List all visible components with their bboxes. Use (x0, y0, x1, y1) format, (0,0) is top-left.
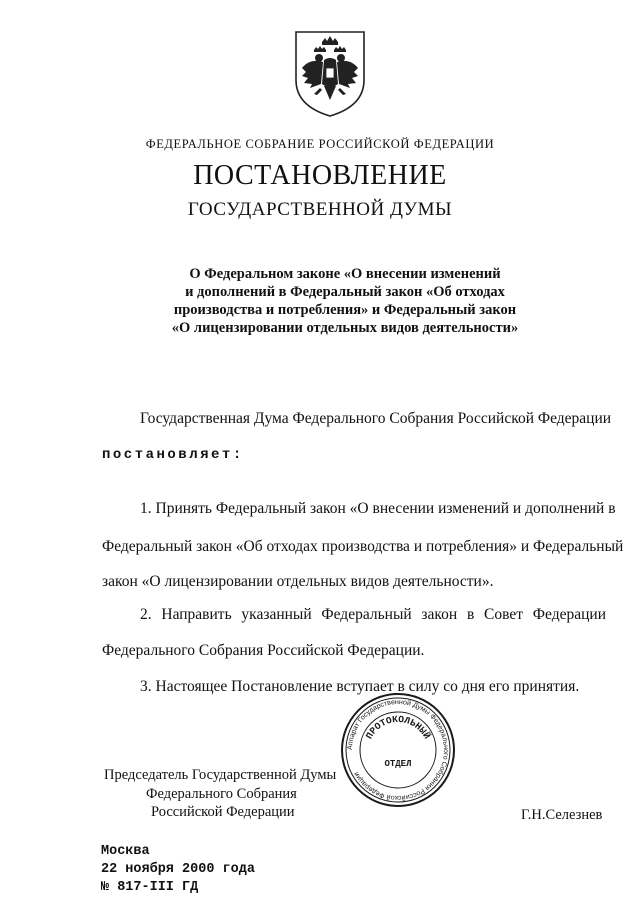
intro-paragraph: Государственная Дума Федерального Собрания Российской Федерации (140, 410, 612, 427)
protocol-department-stamp (338, 690, 458, 810)
place-of-signing: Москва (101, 844, 150, 859)
stamp-center-bottom: ОТДЕЛ (384, 759, 412, 769)
issuer-title: ГОСУДАРСТВЕННОЙ ДУМЫ (187, 199, 453, 220)
stamp-ring-text (347, 699, 449, 802)
svg-text:ПРОТОКОЛЬНЫЙ (364, 714, 433, 741)
subject-line: О Федеральном законе «О внесении изменений (189, 266, 501, 282)
document-number: № 817-III ГД (101, 880, 199, 895)
signatory-position-line-2: Федерального Собрания (146, 786, 297, 802)
date-of-signing: 22 ноября 2000 года (101, 862, 255, 877)
document-subject (130, 265, 560, 337)
document-type-title: ПОСТАНОВЛЕНИЕ (193, 160, 447, 191)
item-2-line-2: Федерального Собрания Российской Федерации. (102, 642, 425, 659)
subject-line: и дополнений в Федеральный закон «Об отходах (185, 284, 505, 300)
decree-word: постановляет: (102, 447, 244, 463)
item-1-line-1: 1. Принять Федеральный закон «О внесении изменений и дополнений в (140, 500, 616, 517)
signatory-name: Г.Н.Селезнев (521, 807, 603, 823)
signatory-position-line-3: Российской Федерации (151, 804, 295, 820)
signatory-position-line-1: Председатель Государственной Думы (104, 767, 337, 783)
item-1-line-3: закон «О лицензировании отдельных видов деятельности». (102, 573, 494, 590)
subject-line: «О лицензировании отдельных видов деятельности» (171, 320, 519, 336)
item-1-line-2: Федеральный закон «Об отходах производства и потребления» и Федеральный (102, 538, 624, 555)
organization-heading: ФЕДЕРАЛЬНОЕ СОБРАНИЕ РОССИЙСКОЙ ФЕДЕРАЦИИ (145, 137, 495, 151)
subject-line: производства и потребления» и Федеральный закон (173, 302, 517, 318)
coat-of-arms-emblem (290, 28, 370, 118)
item-2-line-1: 2. Направить указанный Федеральный закон в Совет Федерации (140, 606, 606, 623)
item-3: 3. Настоящее Постановление вступает в силу со дня его принятия. (140, 678, 580, 695)
stamp-ring-path: Аппарат Государственной Думы Федерального Собрания Российской Федерации (346, 698, 450, 802)
stamp-center-top: ПРОТОКОЛЬНЫЙ (363, 713, 433, 741)
